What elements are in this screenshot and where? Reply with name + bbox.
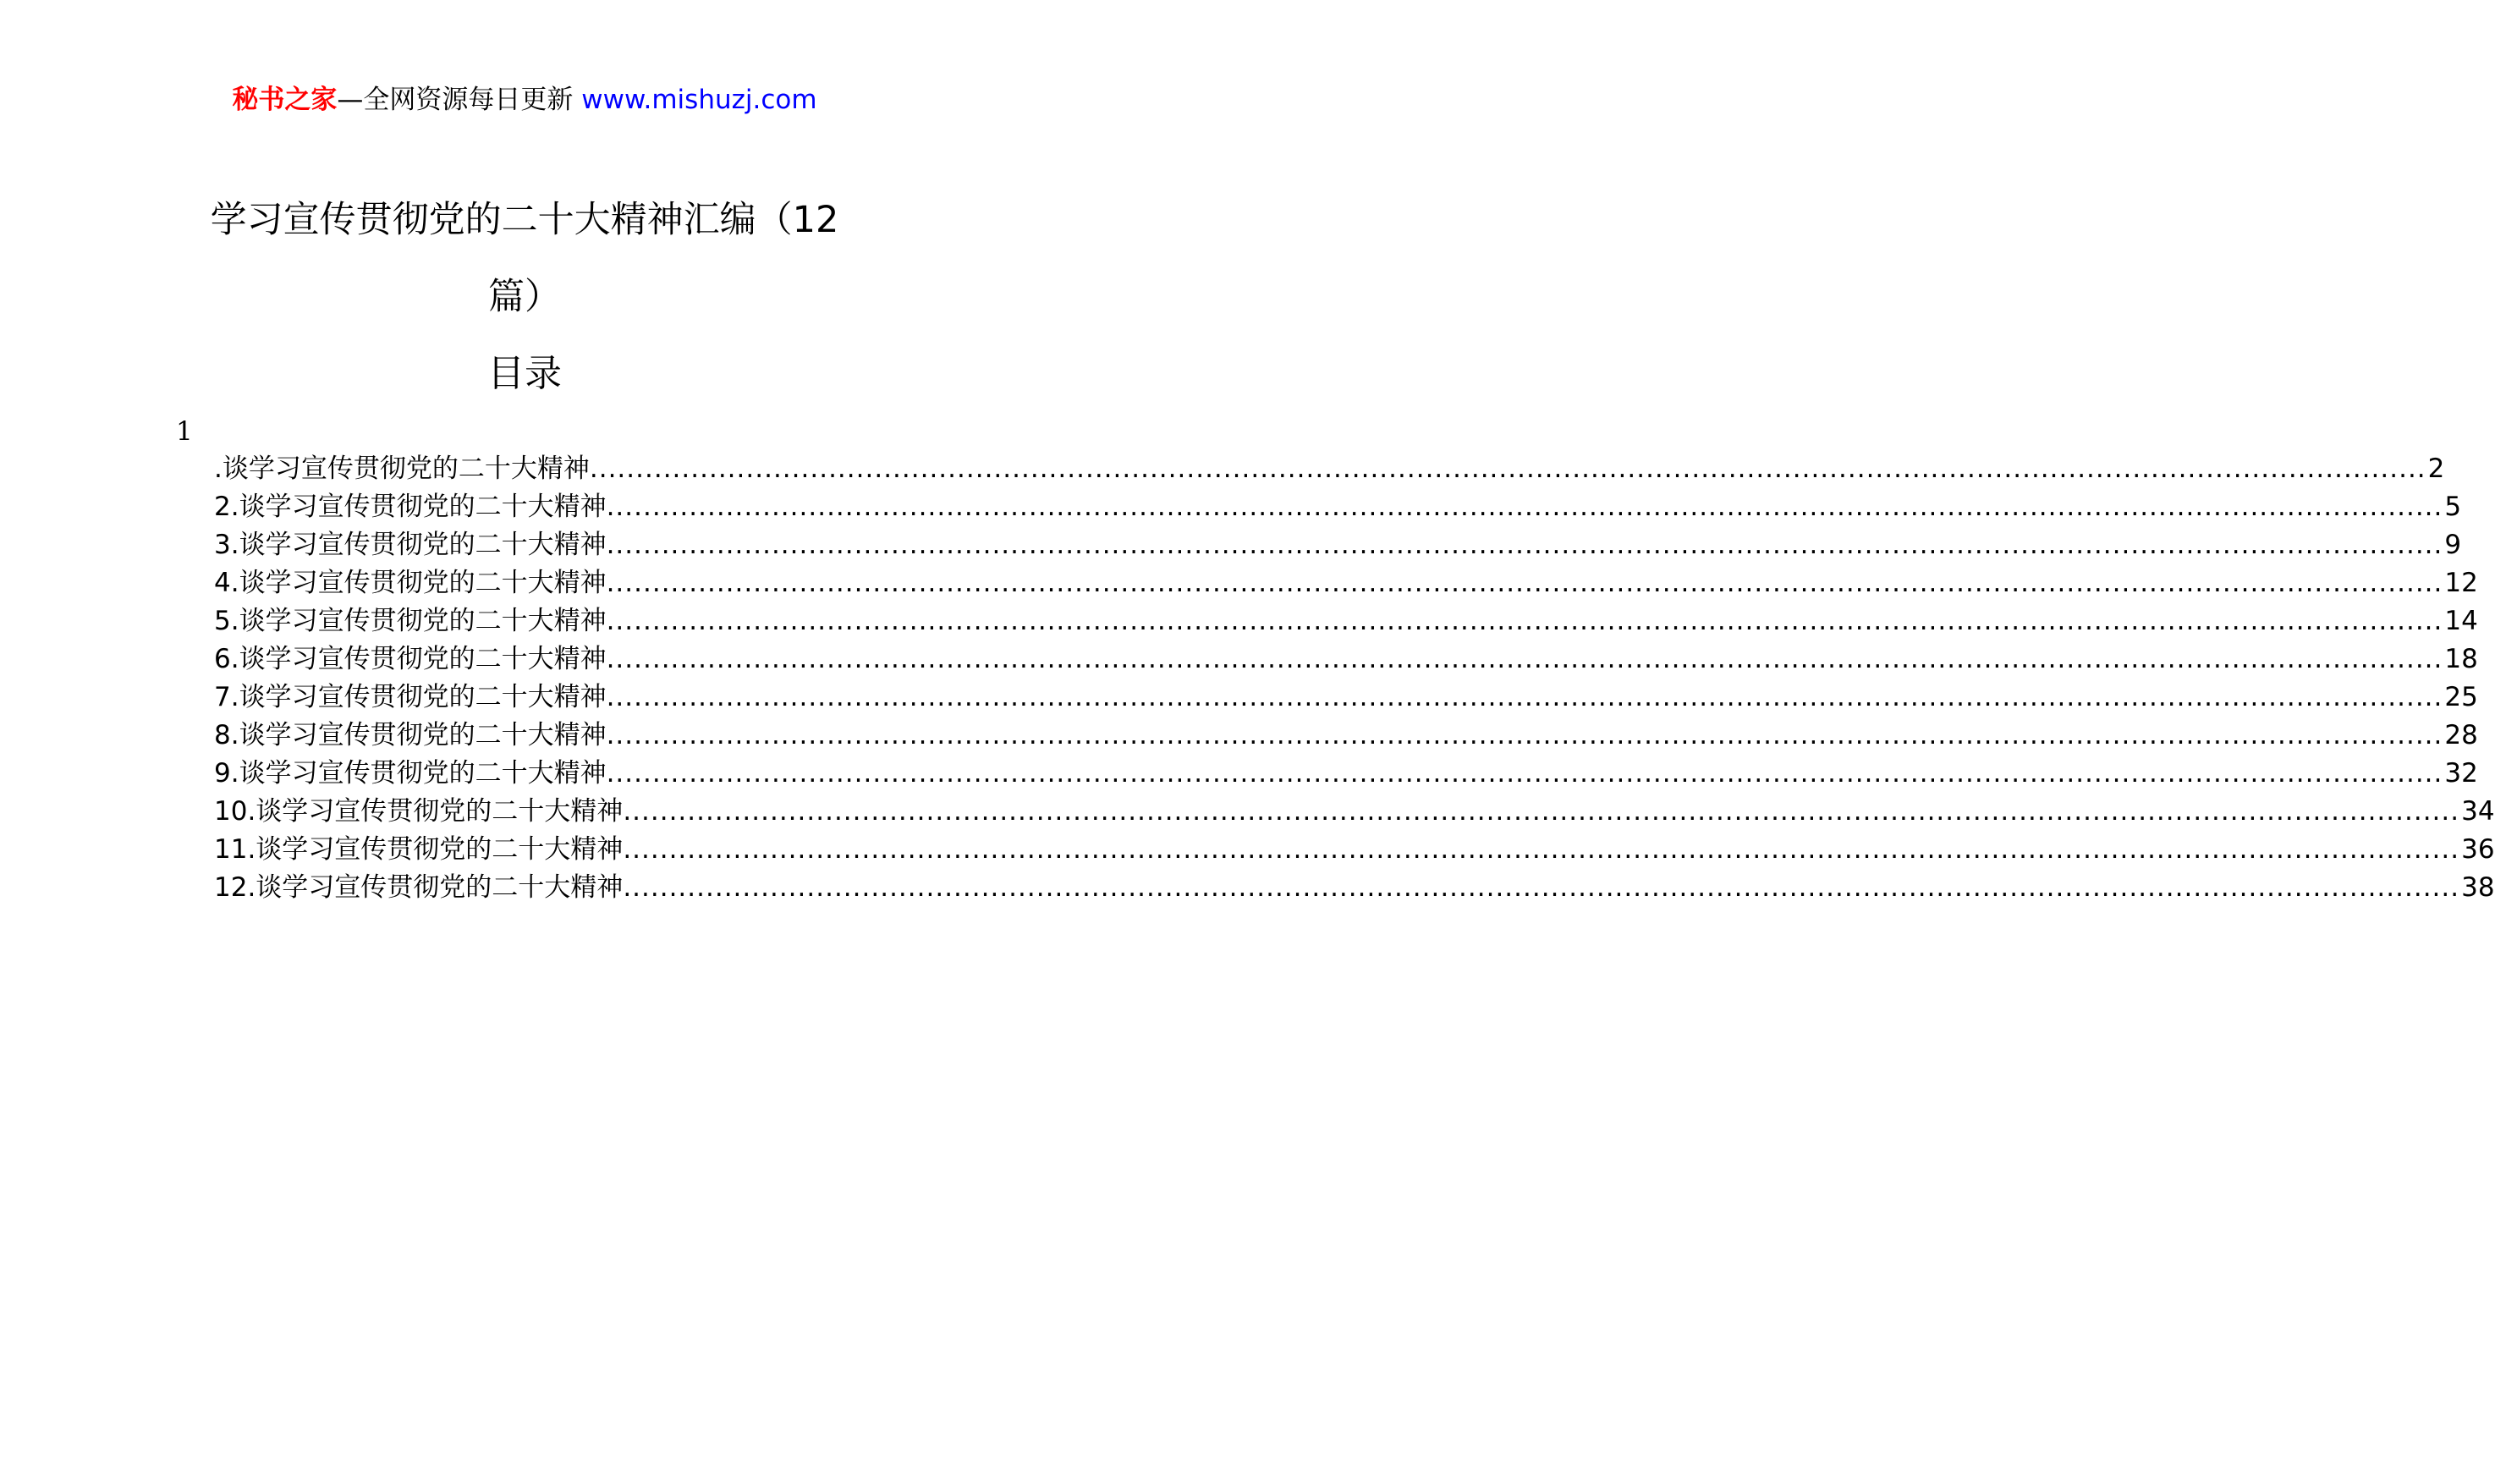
toc-entry-page: 12	[2444, 568, 2478, 598]
toc-dot-leader: ........................................................................................................................................................................................................	[623, 796, 2460, 827]
site-slogan: —全网资源每日更新	[337, 85, 574, 115]
toc-entry[interactable]	[214, 564, 2478, 602]
toc-entry-label: 6.谈学习宣传贯彻党的二十大精神	[214, 644, 607, 674]
toc-entry-label: 9.谈学习宣传贯彻党的二十大精神	[214, 758, 607, 789]
toc-entry-page: 28	[2444, 720, 2478, 750]
toc-entry[interactable]	[214, 526, 2462, 564]
toc-entry-page: 18	[2444, 644, 2478, 674]
toc-entry-page: 9	[2444, 530, 2462, 560]
toc-dot-leader: ........................................................................................................................................................................................................	[606, 720, 2443, 750]
toc-entry-page: 14	[2444, 606, 2478, 636]
toc-dot-leader: ........................................................................................................................................................................................................	[606, 758, 2443, 789]
toc-entry-page: 36	[2461, 834, 2495, 865]
toc-dot-leader: ........................................................................................................................................................................................................	[606, 530, 2443, 560]
toc-entry[interactable]	[214, 488, 2462, 526]
toc-entry-label: 3.谈学习宣传贯彻党的二十大精神	[214, 530, 607, 560]
toc-dot-leader: ........................................................................................................................................................................................................	[623, 872, 2460, 903]
toc-dot-leader: ........................................................................................................................................................................................................	[606, 606, 2443, 636]
toc-dot-leader: ........................................................................................................................................................................................................	[606, 492, 2443, 522]
toc-entry-page: 32	[2444, 758, 2478, 789]
table-of-contents	[214, 450, 2495, 907]
toc-dot-leader: ........................................................................................................................................................................................................	[606, 568, 2443, 598]
toc-dot-leader: ........................................................................................................................................................................................................	[606, 644, 2443, 674]
toc-dot-leader: ........................................................................................................................................................................................................	[623, 834, 2460, 865]
toc-entry-page: 5	[2444, 492, 2462, 522]
toc-heading: 目录	[487, 352, 562, 395]
toc-entry-label: 7.谈学习宣传贯彻党的二十大精神	[214, 682, 607, 712]
brand-name: 秘书之家	[232, 85, 338, 115]
document-title-line-2: 篇）	[488, 276, 561, 318]
toc-entry-label: 11.谈学习宣传贯彻党的二十大精神	[214, 834, 624, 865]
toc-first-number: 1	[176, 416, 193, 447]
toc-dot-leader: ........................................................................................................................................................................................................	[589, 453, 2426, 484]
toc-entry[interactable]	[214, 755, 2478, 793]
toc-entry[interactable]	[214, 717, 2478, 755]
site-header	[0, 83, 1049, 117]
toc-entry[interactable]	[214, 640, 2478, 679]
document-title-line-1: 学习宣传贯彻党的二十大精神汇编（12	[210, 199, 839, 241]
toc-entry[interactable]	[214, 602, 2478, 640]
toc-entry[interactable]	[214, 450, 2445, 488]
toc-entry-page: 38	[2461, 872, 2495, 903]
toc-entry-label: 8.谈学习宣传贯彻党的二十大精神	[214, 720, 607, 750]
toc-entry[interactable]	[214, 793, 2495, 831]
toc-entry-label: .谈学习宣传贯彻党的二十大精神	[214, 453, 590, 484]
toc-entry-label: 2.谈学习宣传贯彻党的二十大精神	[214, 492, 607, 522]
toc-entry-page: 34	[2461, 796, 2495, 827]
toc-entry[interactable]	[214, 831, 2495, 869]
toc-dot-leader: ........................................................................................................................................................................................................	[606, 682, 2443, 712]
toc-entry-label: 12.谈学习宣传贯彻党的二十大精神	[214, 872, 624, 903]
toc-entry-page: 2	[2427, 453, 2445, 484]
toc-entry[interactable]	[214, 679, 2478, 717]
toc-entry-label: 5.谈学习宣传贯彻党的二十大精神	[214, 606, 607, 636]
toc-entry[interactable]	[214, 869, 2495, 907]
toc-entry-page: 25	[2444, 682, 2478, 712]
toc-entry-label: 10.谈学习宣传贯彻党的二十大精神	[214, 796, 624, 827]
toc-entry-label: 4.谈学习宣传贯彻党的二十大精神	[214, 568, 607, 598]
site-url-link[interactable]: www.mishuzj.com	[581, 85, 817, 115]
